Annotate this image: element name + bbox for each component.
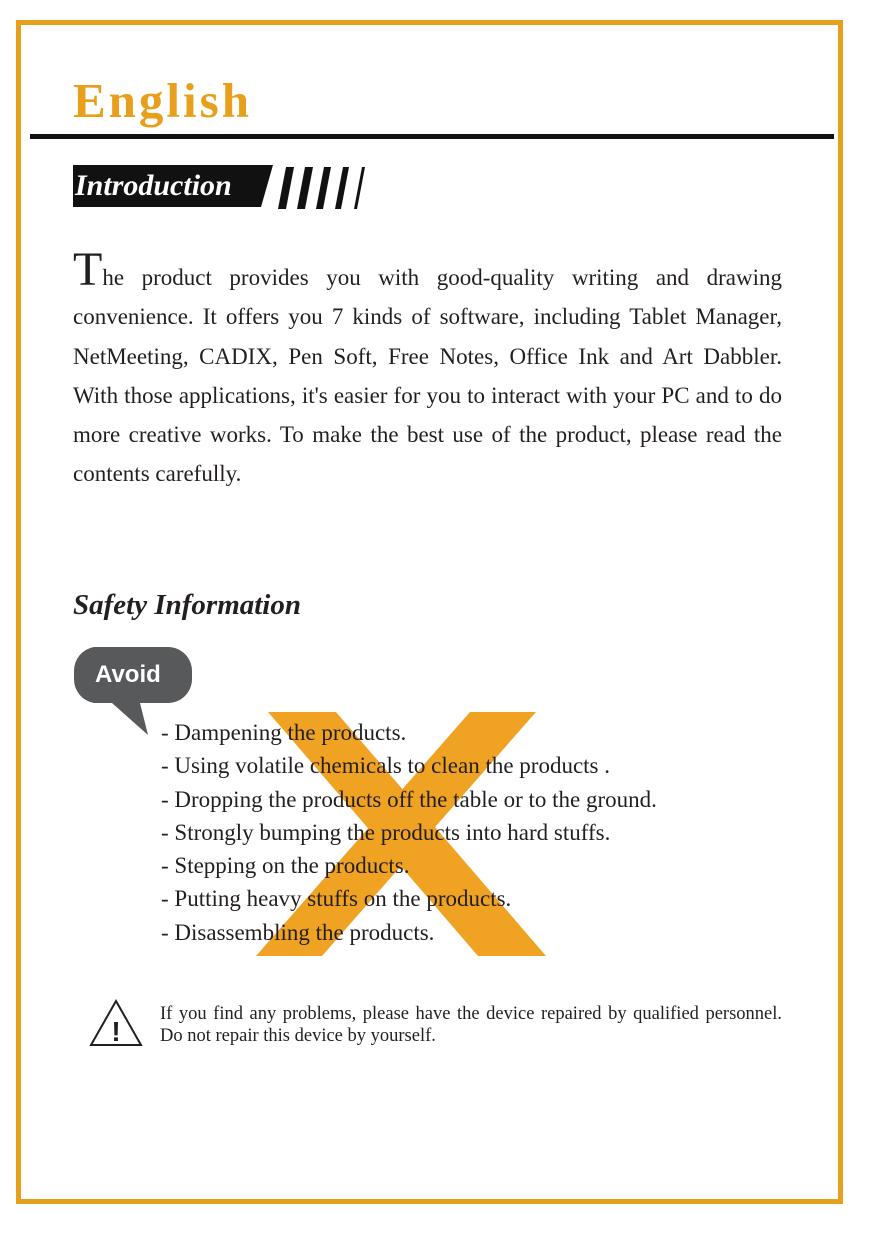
- drop-cap: T: [73, 243, 103, 296]
- avoid-item: - Stepping on the products.: [161, 853, 410, 879]
- title-divider: [30, 134, 834, 139]
- introduction-label: Introduction: [75, 169, 232, 202]
- warning-triangle-icon: [88, 998, 144, 1048]
- language-title: English: [73, 73, 252, 128]
- slash-decoration-icon: [270, 165, 370, 210]
- avoid-list: [161, 716, 657, 949]
- introduction-body: he product provides you with good-quality writing and drawing convenience. It offers you 7 kinds of software, including Tablet Manager, NetMeeting, CADIX, Pen Soft, Free Notes, Office Ink and Art Dabbler. With those applications, it's easier for you to interact with your PC and to do more creative works. To make the best use of the product, please read the contents carefully.: [73, 265, 782, 487]
- avoid-item: - Dampening the products.: [161, 720, 407, 745]
- avoid-item: - Using volatile chemicals to clean the products .: [161, 753, 611, 779]
- avoid-item: - Putting heavy stuffs on the products.: [161, 886, 512, 912]
- warning-symbol: !: [111, 1016, 121, 1047]
- warning-text: If you find any problems, please have the device repaired by qualified personnel. Do not repair this device by yourself.: [160, 1004, 782, 1046]
- avoid-item: - Dropping the products off the table or to the ground.: [161, 786, 657, 812]
- avoid-label: Avoid: [95, 661, 161, 688]
- avoid-item: - Disassembling the products.: [161, 919, 435, 945]
- introduction-paragraph: [73, 243, 782, 494]
- avoid-item: - Strongly bumping the products into hard stuffs.: [161, 819, 611, 845]
- safety-heading: Safety Information: [73, 589, 301, 621]
